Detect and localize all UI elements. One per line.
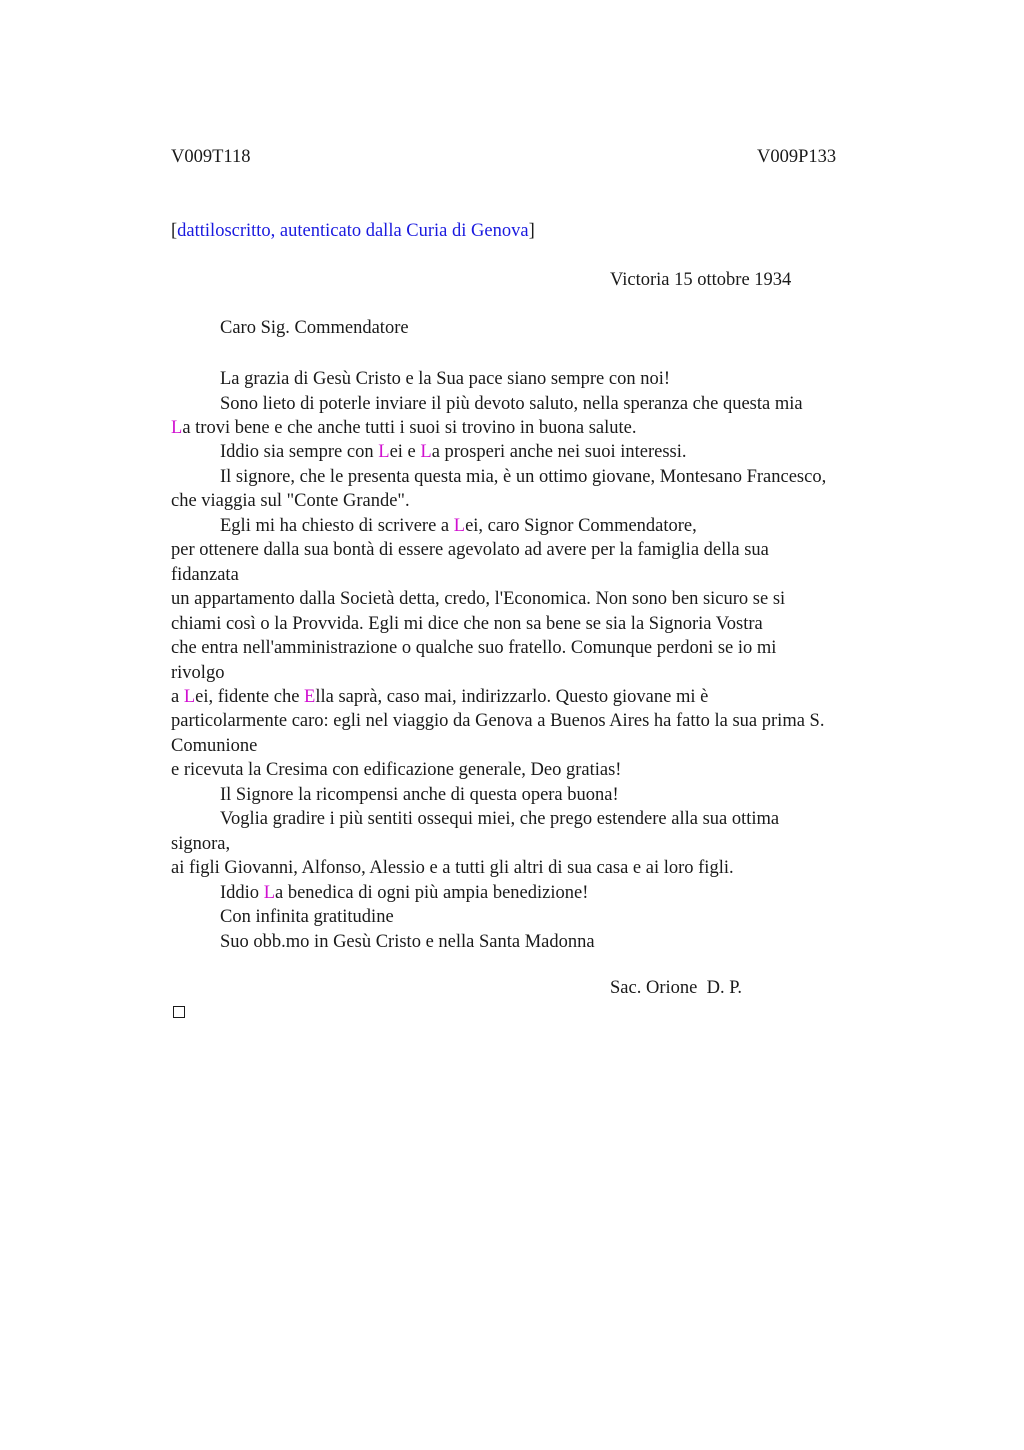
body-line: Il Signore la ricompensi anche di questa opera buona! xyxy=(220,785,619,805)
body-line: La grazia di Gesù Cristo e la Sua pace siano sempre con noi! xyxy=(220,369,671,389)
capital-pronoun: L xyxy=(378,442,390,462)
letter-date: Victoria 15 ottobre 1934 xyxy=(610,270,792,290)
body-line: e ricevuta la Cresima con edificazione generale, Deo gratias! xyxy=(171,760,622,780)
body-line: Sono lieto di poterle inviare il più devoto saluto, nella speranza che questa mia xyxy=(220,394,803,414)
body-line: Con infinita gratitudine xyxy=(220,907,394,927)
note-close-bracket: ] xyxy=(528,221,535,241)
body-line: signora, xyxy=(171,834,231,854)
body-line: particolarmente caro: egli nel viaggio da Genova a Buenos Aires ha fatto la sua prima S. xyxy=(171,711,825,731)
body-line: a Lei, fidente che Ella saprà, caso mai, indirizzarlo. Questo giovane mi è xyxy=(171,687,709,707)
body-line: fidanzata xyxy=(171,565,239,585)
body-line: La trovi bene e che anche tutti i suoi si trovino in buona salute. xyxy=(171,418,637,438)
archival-note xyxy=(171,221,535,242)
body-line: che entra nell'amministrazione o qualche suo fratello. Comunque perdoni se io mi xyxy=(171,638,777,658)
body-line: Suo obb.mo in Gesù Cristo e nella Santa Madonna xyxy=(220,932,595,952)
signature: Sac. Orione D. P. xyxy=(610,978,743,998)
capital-pronoun: L xyxy=(171,418,183,438)
body-line: Iddio La benedica di ogni più ampia benedizione! xyxy=(220,883,589,903)
body-line: un appartamento dalla Società detta, credo, l'Economica. Non sono ben sicuro se si xyxy=(171,589,786,609)
salutation: Caro Sig. Commendatore xyxy=(220,318,409,338)
capital-pronoun: L xyxy=(183,687,196,707)
capital-pronoun: L xyxy=(263,883,275,903)
body-line: chiami così o la Provvida. Egli mi dice che non sa bene se sia la Signoria Vostra xyxy=(171,614,763,634)
body-line: Il signore, che le presenta questa mia, è un ottimo giovane, Montesano Francesco, xyxy=(220,467,827,487)
body-line: Iddio sia sempre con Lei e La prosperi anche nei suoi interessi. xyxy=(220,442,687,462)
capital-pronoun: E xyxy=(304,687,316,707)
body-line: per ottenere dalla sua bontà di essere agevolato ad avere per la famiglia della sua xyxy=(171,540,769,560)
body-line: Egli mi ha chiesto di scrivere a Lei, caro Signor Commendatore, xyxy=(220,516,697,536)
document-code-left: V009T118 xyxy=(171,147,251,167)
body-line: rivolgo xyxy=(171,663,225,683)
document-code-right: V009P133 xyxy=(757,147,837,167)
body-line: ai figli Giovanni, Alfonso, Alessio e a tutti gli altri di sua casa e ai loro figli. xyxy=(171,858,734,878)
note-open-bracket: [ xyxy=(171,221,178,241)
checkbox-square-icon xyxy=(173,1006,185,1018)
note-text: dattiloscritto, autenticato dalla Curia di Genova xyxy=(177,221,529,241)
body-line: Comunione xyxy=(171,736,258,756)
body-line: Voglia gradire i più sentiti ossequi miei, che prego estendere alla sua ottima xyxy=(220,809,780,829)
capital-pronoun: L xyxy=(420,442,432,462)
capital-pronoun: L xyxy=(453,516,466,536)
body-line: che viaggia sul "Conte Grande". xyxy=(171,491,410,511)
